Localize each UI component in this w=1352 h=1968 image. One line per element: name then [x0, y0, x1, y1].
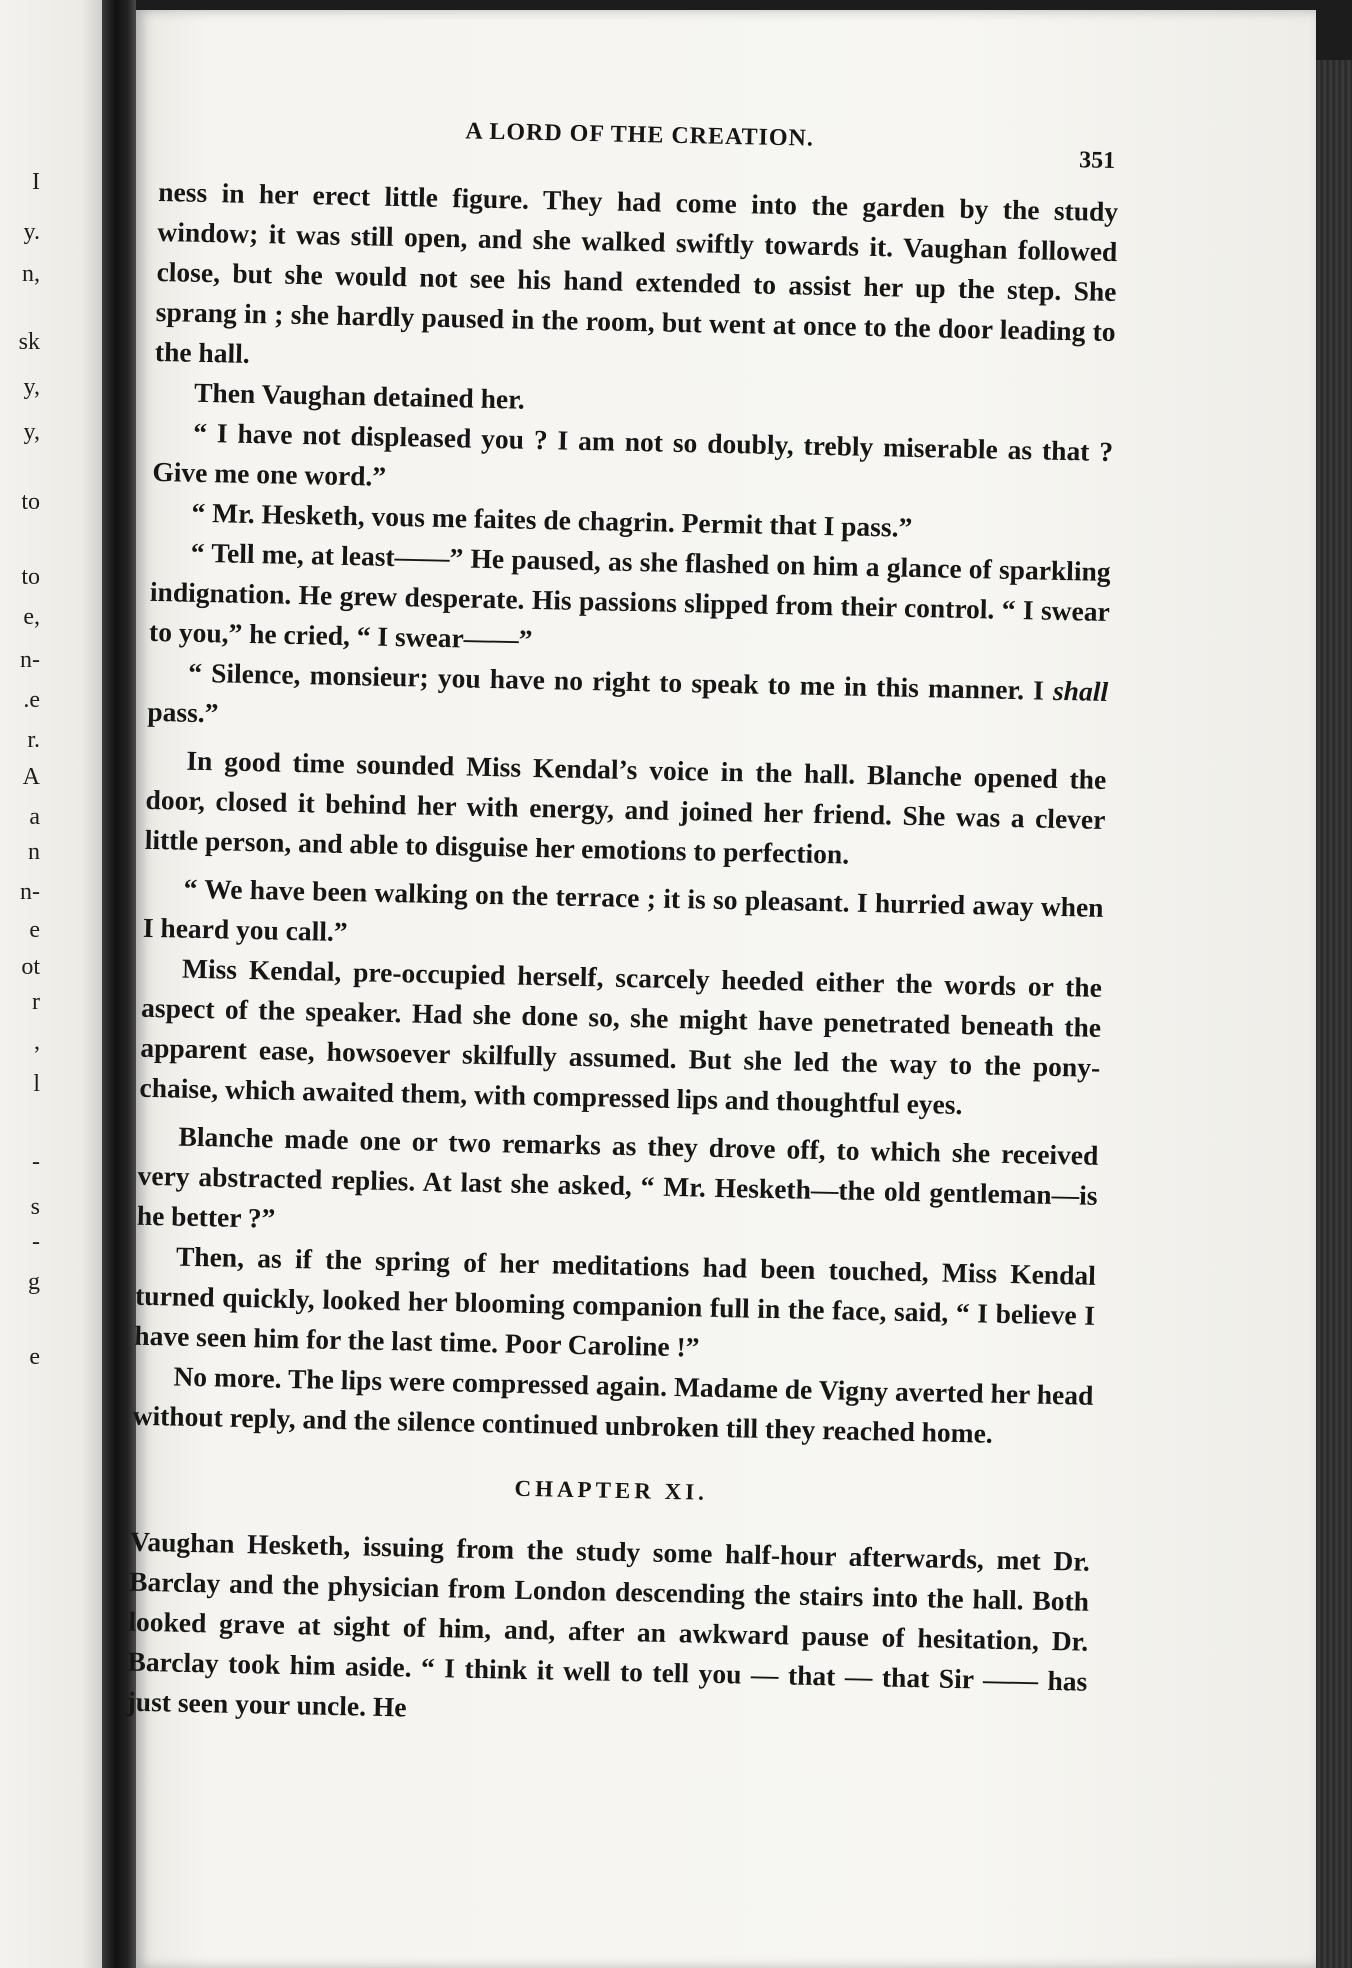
paragraph: ness in her erect little figure. They had come into the garden by the study window; it was still open, and she walked swiftly towards it. Vaughan followed close, but she would not see his hand extended to assist her up the step. She sprang in ; she hardly paused in the room, but went at once to the door leading to the hall.	[154, 175, 1119, 369]
previous-page-text-fragment: .e	[23, 687, 40, 713]
paragraph: Miss Kendal, pre-occupied herself, scarcely heeded either the words or the aspect of the speaker. Had she done so, she might have penetrated beneath the apparent ease, howsoever skilfully assumed. But she led the way to the pony-chaise, which awaited them, with compressed lips and thoughtful eyes.	[139, 952, 1103, 1121]
paragraph: “ We have been walking on the terrace ; it is so pleasant. I hurried away when I heard you call.”	[142, 872, 1104, 948]
paragraph-text: “ Silence, monsieur; you have no right to speak to me in this manner. I	[187, 656, 1054, 706]
previous-page-text-fragment: l	[33, 1071, 40, 1097]
previous-page-text-fragment: r.	[27, 727, 40, 753]
previous-page-text-fragment: A	[22, 764, 40, 790]
paragraph: No more. The lips were compressed again. Madame de Vigny averted her head without reply, and the silence continued unbroken till they reached home.	[132, 1360, 1094, 1449]
previous-page-text-fragment: e,	[23, 604, 40, 630]
emphasis: shall	[1052, 674, 1109, 707]
paragraph: In good time sounded Miss Kendal’s voice in the hall. Blanche opened the door, closed it behind her with energy, and joined her friend. She was a clever little person, and able to disguise her emotions to perfection.	[144, 744, 1107, 870]
previous-page-text-fragment: e	[29, 1344, 40, 1370]
chapter-paragraph: Vaughan Hesketh, issuing from the study some half-hour afterwards, met Dr. Barclay and the physician from London descending the stairs into the hall. Both looked grave at sight of him, and, after an awkward pause of hesitation, Dr. Barclay took him aside. “ I think it well to tell you — that — that Sir —— has just seen your uncle. He	[126, 1525, 1091, 1723]
previous-page-text-fragment: n,	[22, 261, 40, 287]
previous-page-text-fragment: y,	[23, 419, 40, 445]
paragraph: “ I have not displeased you ? I am not so doubly, trebly miserable as that ? Give me one word.”	[152, 416, 1114, 492]
paragraph: “ Tell me, at least——” He paused, as she flashed on him a glance of sparkling indignation. He grew desperate. His passions slipped from their control. “ I swear to you,” he cried, “ I swear——”	[148, 536, 1111, 655]
chapter-heading: CHAPTER XI.	[514, 1475, 709, 1505]
previous-page-text-fragment: -	[32, 1229, 40, 1255]
previous-page-text-fragment: -	[32, 1149, 40, 1175]
previous-page-text-fragment: y,	[23, 374, 40, 400]
previous-page-text-fragment: ot	[21, 954, 40, 980]
previous-page-text-fragment: a	[29, 804, 40, 830]
paragraph: Then, as if the spring of her meditations had been touched, Miss Kendal turned quickly, looked her blooming companion full in the face, said, “ I believe I have seen him for the last time. Poor Caroline !”	[134, 1240, 1097, 1363]
previous-page-text-fragment: ,	[34, 1029, 40, 1055]
previous-page-text-fragment: to	[21, 489, 40, 515]
paragraph: Blanche made one or two remarks as they drove off, to which she received very abstracted replies. At last she asked, “ Mr. Hesketh—the old gentleman—is he better ?”	[136, 1120, 1099, 1234]
previous-page-text-fragment: y.	[23, 219, 40, 245]
previous-page-text-fragment: g	[28, 1269, 40, 1295]
previous-page-text-fragment: n-	[20, 647, 40, 673]
previous-page-text-fragment: n-	[20, 879, 40, 905]
previous-page-text-fragment: n	[28, 839, 40, 865]
previous-page-text-fragment: I	[32, 169, 40, 195]
previous-page-text-fragment: s	[30, 1194, 40, 1220]
running-head: A LORD OF THE CREATION.	[465, 118, 815, 152]
previous-page-text-fragment: sk	[18, 329, 40, 355]
page-text	[126, 112, 1120, 1742]
previous-page-text-fragment: to	[21, 564, 40, 590]
previous-page-edge	[0, 0, 102, 1968]
previous-page-text-fragment: e	[29, 917, 40, 943]
page-number: 351	[1078, 147, 1116, 175]
paragraph: Then Vaughan detained her.	[193, 376, 526, 415]
paragraph-text: pass.”	[147, 695, 219, 729]
previous-page-text-fragment: r	[32, 989, 40, 1015]
paragraph: “ Mr. Hesketh, vous me faites de chagrin. Permit that I pass.”	[191, 496, 913, 543]
